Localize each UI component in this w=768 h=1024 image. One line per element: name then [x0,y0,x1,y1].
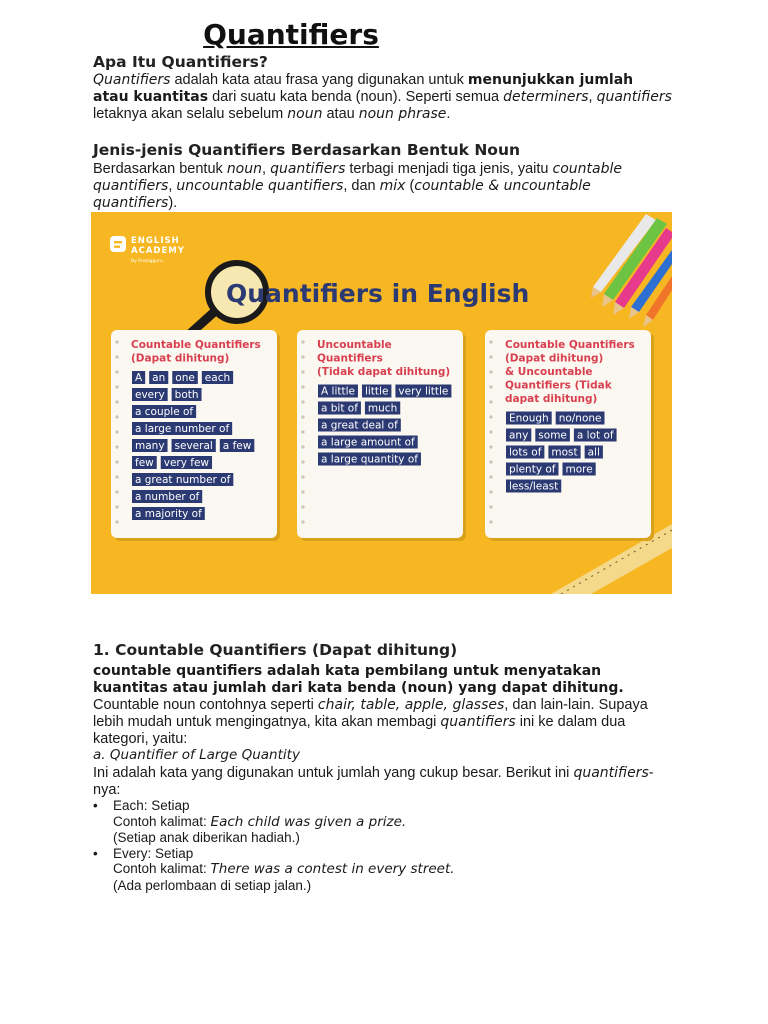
paragraph-large-quantity: Ini adalah kata yang digunakan untuk jumlah yang cukup besar. Berikut ini quantifiers-nya: [93,765,654,798]
quantifier-word: a large quantity of [321,453,418,466]
svg-text:ENGLISH: ENGLISH [131,236,180,246]
ring-hole [115,370,118,373]
banner-title: Quantifiers in English [226,279,530,308]
card-heading: (Dapat dihitung) [131,352,230,365]
quantifier-word: very little [398,385,449,398]
subheading-large-quantity: a. Quantifier of Large Quantity [93,747,300,763]
quantifier-word: a great deal of [321,419,398,432]
paragraph-countable: countable quantifiers adalah kata pembilang untuk menyatakan kuantitas atau jumlah dari kata benda (noun) yang dapat dihitung. Countable noun contohnya seperti chair, table, apple, glasses, dan lain-lain. Supaya lebih mudah untuk mengingatnya, kita akan membagi quantifiers ini ke dalam dua kategori, yaitu: [93,663,648,747]
example-sentence: Each child was given a prize. [210,813,407,830]
ring-hole [489,430,492,433]
ring-hole [301,520,304,523]
ring-hole [115,490,118,493]
quantifier-word: a bit of [321,402,358,415]
ring-hole [115,355,118,358]
ring-hole [115,400,118,403]
ring-hole [489,385,492,388]
example-list [93,798,455,894]
card-heading: Quantifiers (Tidak [505,379,612,392]
example-translation: (Ada perlombaan di setiap jalan.) [113,877,312,893]
quantifier-word: Enough [509,412,549,425]
ring-hole [489,505,492,508]
quantifier-word: a large amount of [321,436,415,449]
quantifier-word: very few [163,457,210,469]
section-heading-what-is: Apa Itu Quantifiers? [93,53,268,71]
card-heading: (Tidak dapat dihitung) [317,366,451,378]
quantifier-word: little [364,385,389,398]
quantifier-word: all [587,446,600,459]
card-heading: dapat dihitung) [505,393,598,405]
ring-hole [115,475,118,478]
page-title: Quantifiers [203,18,379,51]
quantifier-word: several [174,440,213,452]
ring-hole [301,355,304,358]
quantifier-word: few [135,457,154,469]
ring-hole [489,520,492,523]
card-2 [297,330,466,541]
ring-hole [489,400,492,403]
quantifier-word: much [367,402,398,415]
card-heading: Quantifiers [317,352,383,365]
ring-hole [301,340,304,343]
quantifier-word: most [551,446,578,459]
ring-hole [115,340,118,343]
quantifier-word: a few [222,440,252,452]
bullet-icon: • [93,845,98,861]
ring-hole [301,370,304,373]
quantifier-word: many [135,440,165,452]
ring-hole [301,490,304,493]
quantifier-word: plenty of [509,463,556,476]
ring-hole [489,475,492,478]
paragraph-types: Berdasarkan bentuk noun, quantifiers terbagi menjadi tiga jenis, yaitu countable quantifiers, uncountable quantifiers, dan mix (countable & uncountable quantifiers). [93,161,622,211]
ring-hole [301,445,304,448]
paragraph-definition: Quantifiers adalah kata atau frasa yang digunakan untuk menunjukkan jumlah atau kuantitas dari suatu kata benda (noun). Seperti semua determiners, quantifiers letaknya akan selalu sebelum noun atau noun phrase. [93,72,672,122]
svg-text:By Ruangguru: By Ruangguru [131,259,163,264]
card-heading: Countable Quantifiers [505,339,635,351]
quantifier-word: less/least [509,480,559,493]
ring-hole [115,385,118,388]
ring-hole [301,475,304,478]
ring-hole [489,460,492,463]
ring-hole [489,490,492,493]
quantifier-word: every [135,389,165,401]
ring-hole [115,430,118,433]
ring-hole [115,520,118,523]
ring-hole [301,400,304,403]
example-sentence-line: Contoh kalimat: There was a contest in every street. [113,861,455,878]
example-translation: (Setiap anak diberikan hadiah.) [113,830,300,846]
example-word: Each: Setiap [113,798,190,813]
quantifiers-banner-image [91,212,672,594]
ring-hole [301,430,304,433]
card-heading: & Uncountable [505,366,593,378]
bullet-icon: • [93,798,98,813]
quantifier-word: lots of [509,446,542,459]
ring-hole [489,355,492,358]
example-word: Every: Setiap [113,845,194,861]
list-item [93,798,455,846]
example-sentence-line: Contoh kalimat: Each child was given a prize. [113,813,407,830]
ring-hole [115,445,118,448]
quantifier-word: any [509,429,529,442]
svg-text:ACADEMY: ACADEMY [131,246,185,256]
quantifier-word: a great number of [135,474,231,486]
card-heading: Uncountable [317,339,392,351]
ring-hole [489,445,492,448]
quantifier-word: some [538,429,567,442]
quantifier-word: both [174,389,199,401]
card-1 [111,330,280,541]
card-heading: (Dapat dihitung) [505,352,604,365]
quantifier-word: each [204,372,231,384]
ring-hole [489,370,492,373]
ring-hole [301,505,304,508]
ring-hole [301,460,304,463]
card-3 [485,330,654,541]
quantifier-cards [111,330,654,541]
ring-hole [301,385,304,388]
quantifier-word: a majority of [135,508,202,520]
section-heading-types: Jenis-jenis Quantifiers Berdasarkan Bentuk Noun [93,141,521,159]
quantifier-word: one [175,372,195,384]
ring-hole [301,415,304,418]
quantifier-word: A [135,372,143,384]
quantifier-word: a large number of [135,423,230,435]
ring-hole [489,340,492,343]
card-heading: Countable Quantifiers [131,339,261,351]
quantifier-word: a number of [135,491,200,503]
quantifier-word: a lot of [576,429,614,442]
section-heading-countable: 1. Countable Quantifiers (Dapat dihitung) [93,641,458,659]
ring-hole [115,460,118,463]
list-item [93,845,455,894]
quantifier-word: A little [321,385,355,398]
quantifier-word: no/none [558,412,602,425]
example-sentence: There was a contest in every street. [210,861,455,878]
quantifier-word: an [152,372,166,384]
ring-hole [115,415,118,418]
ring-hole [115,505,118,508]
quantifier-word: more [565,463,593,476]
ring-hole [489,415,492,418]
quantifier-word: a couple of [135,406,194,418]
